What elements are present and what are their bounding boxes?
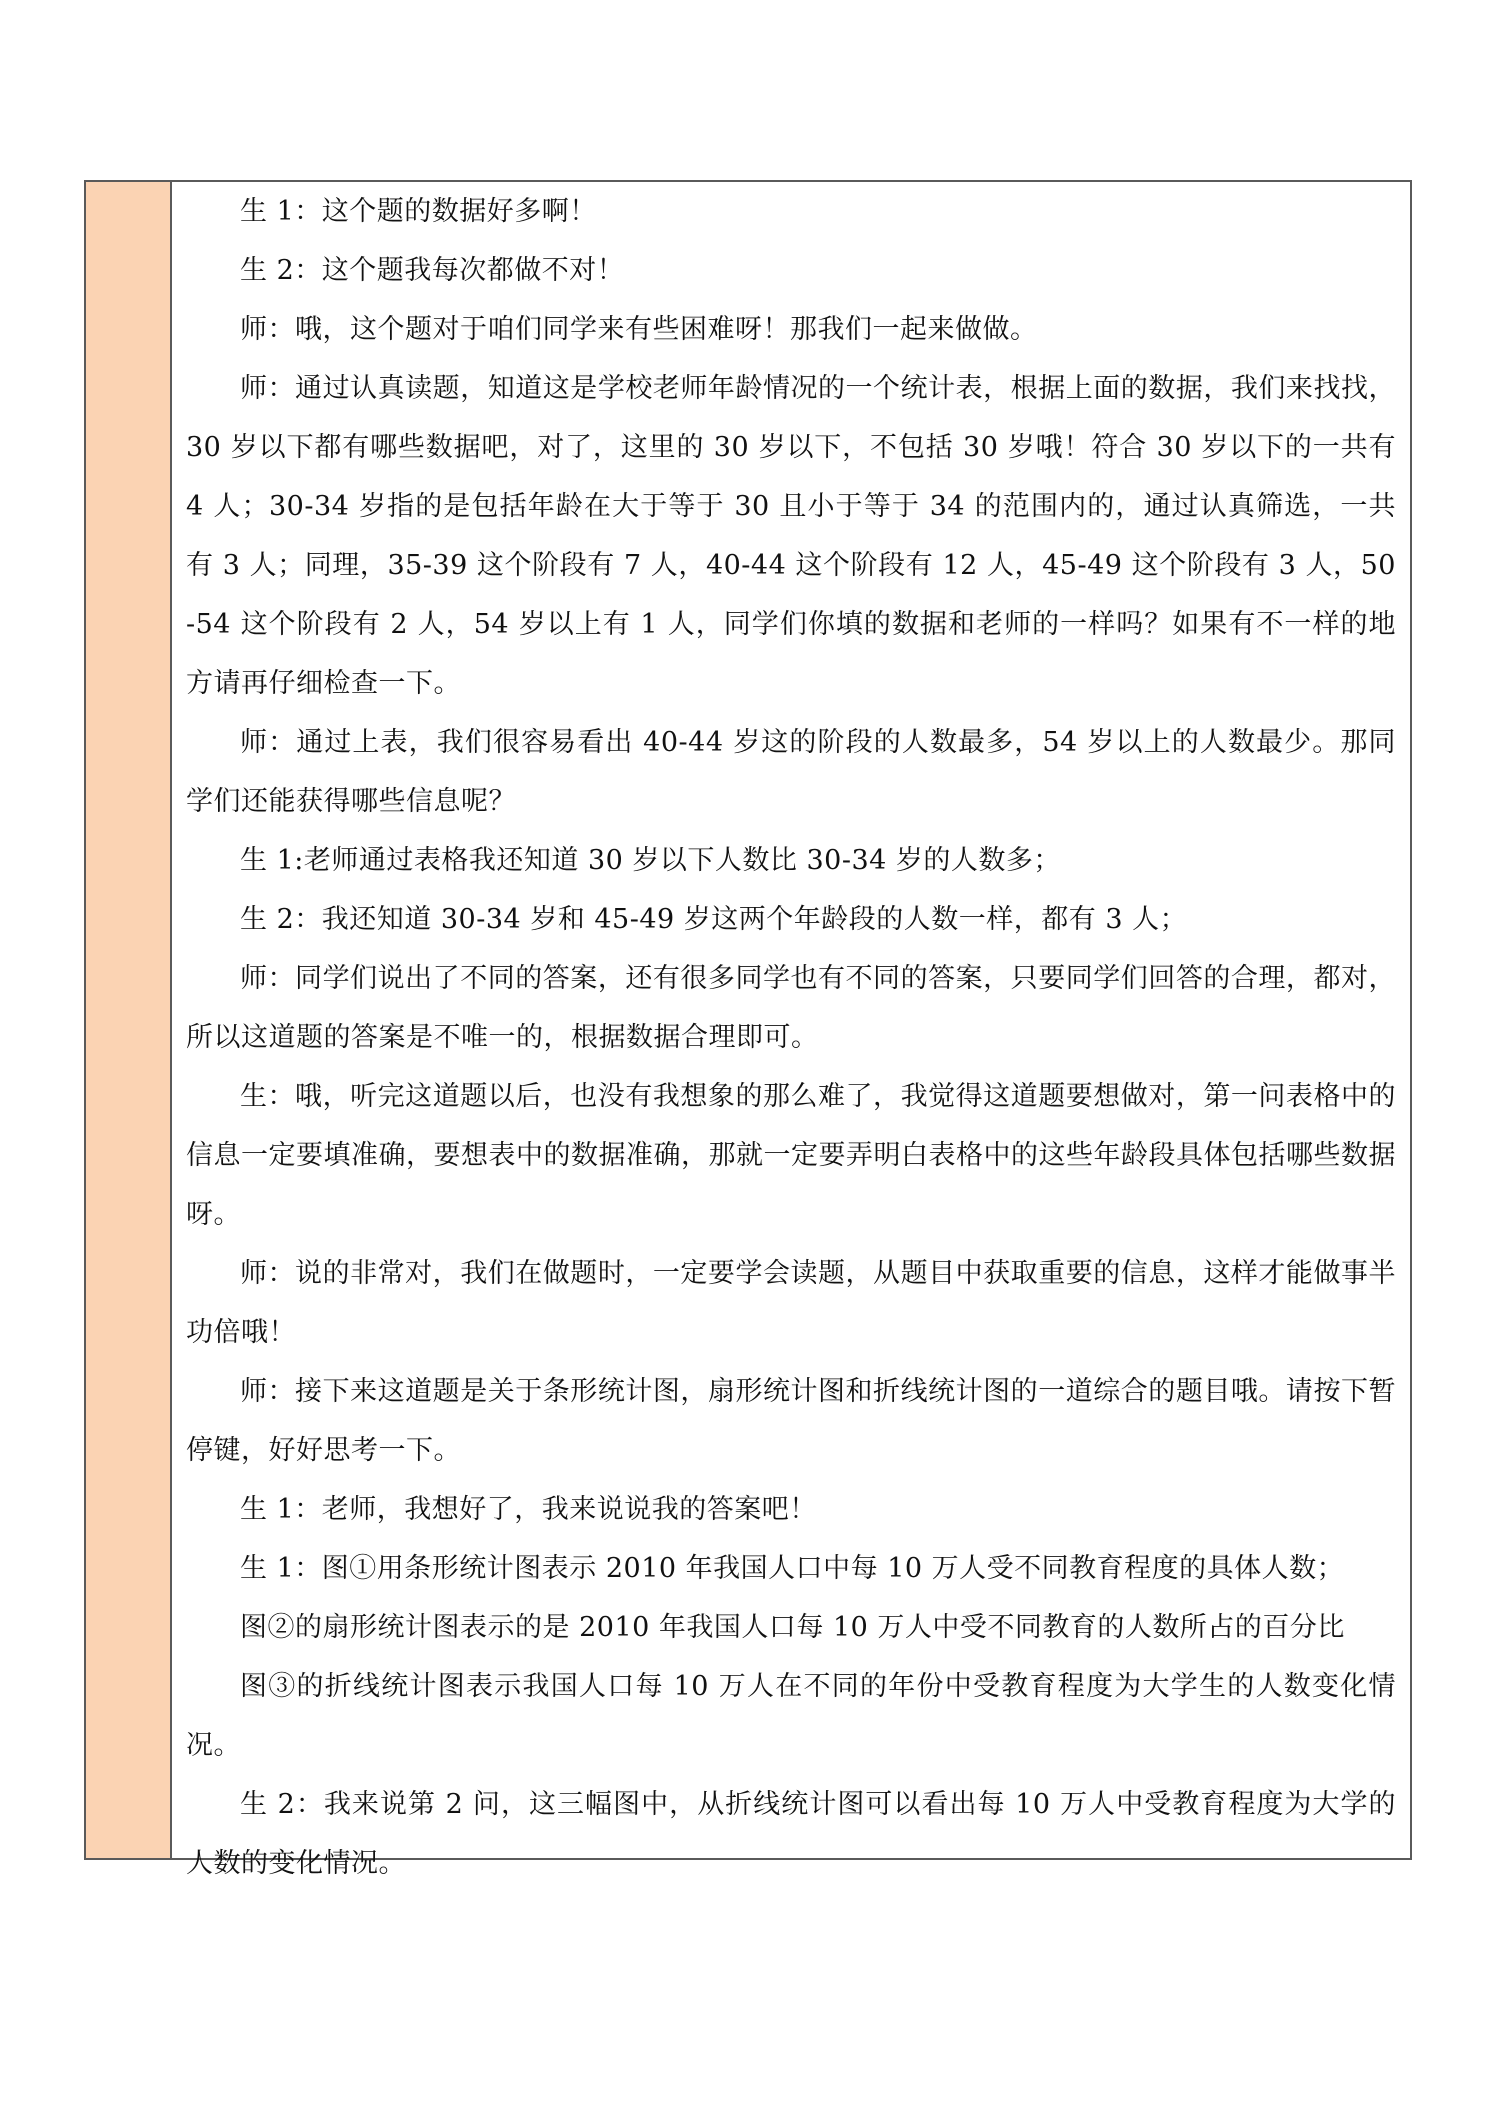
- dialogue-paragraph: 师：说的非常对，我们在做题时，一定要学会读题，从题目中获取重要的信息，这样才能做事半功倍哦！: [186, 1258, 1396, 1348]
- dialogue-paragraph: 生 1:老师通过表格我还知道 30 岁以下人数比 30-34 岁的人数多；: [240, 845, 1061, 876]
- dialogue-paragraph: 师：哦，这个题对于咱们同学来有些困难呀！那我们一起来做做。: [240, 314, 1038, 345]
- dialogue-paragraph: 生：哦，听完这道题以后，也没有我想象的那么难了，我觉得这道题要想做对，第一问表格中的信息一定要填准确，要想表中的数据准确，那就一定要弄明白表格中的这些年龄段具体包括哪些数据呀。: [186, 1081, 1396, 1230]
- dialogue-paragraph: 师：接下来这道题是关于条形统计图，扇形统计图和折线统计图的一道综合的题目哦。请按下暂停键，好好思考一下。: [186, 1376, 1396, 1466]
- dialogue-paragraph: 生 2：这个题我每次都做不对！: [240, 255, 625, 286]
- dialogue-paragraph: 生 1：老师，我想好了，我来说说我的答案吧！: [240, 1494, 817, 1525]
- dialogue-paragraph: 图③的折线统计图表示我国人口每 10 万人在不同的年份中受教育程度为大学生的人数变化情况。: [186, 1671, 1396, 1761]
- dialogue-paragraph: 生 1：这个题的数据好多啊！: [240, 196, 597, 227]
- dialogue-paragraph: 生 1：图①用条形统计图表示 2010 年我国人口中每 10 万人受不同教育程度的具体人数；: [240, 1553, 1345, 1584]
- side-column: [86, 182, 172, 1858]
- dialogue-paragraph: 生 2：我还知道 30-34 岁和 45-49 岁这两个年龄段的人数一样，都有 3 人；: [240, 904, 1188, 935]
- dialogue-paragraph: 图②的扇形统计图表示的是 2010 年我国人口每 10 万人中受不同教育的人数所占的百分比: [240, 1612, 1345, 1643]
- dialogue-paragraph: 师：通过上表，我们很容易看出 40-44 岁这的阶段的人数最多，54 岁以上的人数最少。那同学们还能获得哪些信息呢？: [186, 727, 1396, 817]
- dialogue-content: [172, 182, 1410, 1879]
- dialogue-paragraph: 师：通过认真读题，知道这是学校老师年龄情况的一个统计表，根据上面的数据，我们来找找，30 岁以下都有哪些数据吧，对了，这里的 30 岁以下，不包括 30 岁哦！符合 30 岁以下的一共有 4 人；30-34 岁指的是包括年龄在大于等于 30 且小于等于 34 的范围内的，通过认真筛选，一共有 3 人；同理，35-39 这个阶段有 7 人，40-44 这个阶段有 12 人，45-49 这个阶段有 3 人，50-54 这个阶段有 2 人，54 岁以上有 1 人，同学们你填的数据和老师的一样吗？如果有不一样的地方请再仔细检查一下。: [186, 373, 1396, 699]
- dialogue-paragraph: 生 2：我来说第 2 问，这三幅图中，从折线统计图可以看出每 10 万人中受教育程度为大学的人数的变化情况。: [186, 1789, 1396, 1879]
- dialogue-table: [84, 180, 1412, 1879]
- dialogue-paragraph: 师：同学们说出了不同的答案，还有很多同学也有不同的答案，只要同学们回答的合理，都对，所以这道题的答案是不唯一的，根据数据合理即可。: [186, 963, 1396, 1053]
